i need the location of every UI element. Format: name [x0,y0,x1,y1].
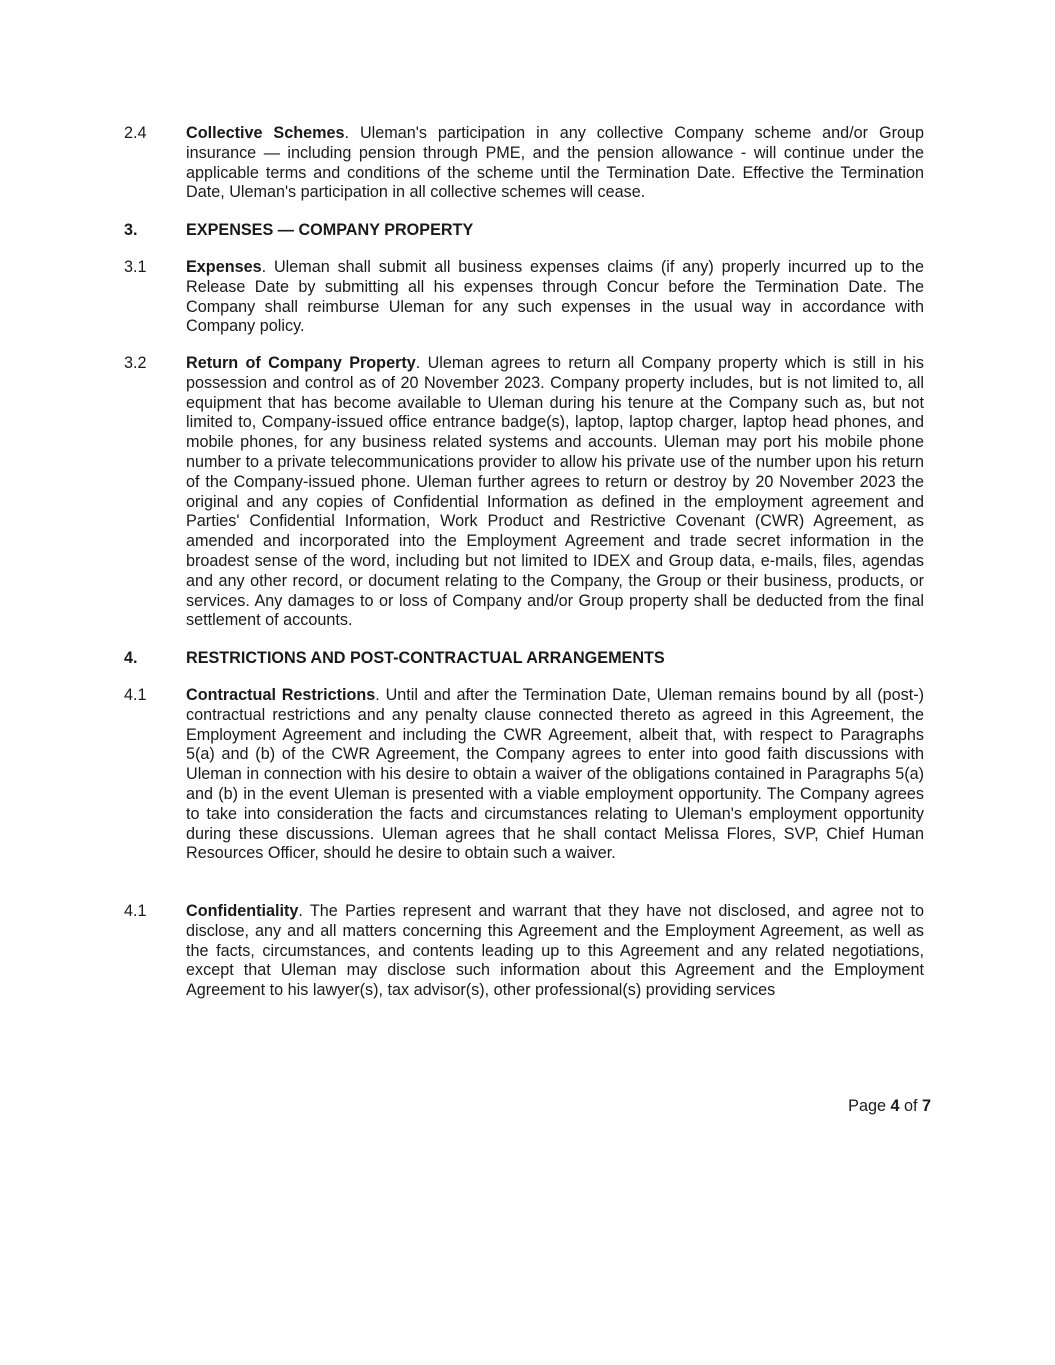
section-body [186,354,924,631]
section-body [186,902,924,1001]
page-number [848,1097,931,1117]
section-3-2 [124,354,924,631]
heading-title: EXPENSES — COMPANY PROPERTY [186,221,474,239]
section-number: 4.1 [124,902,147,920]
section-title: Collective Schemes [186,124,345,142]
section-body [186,124,924,203]
page-total: 7 [921,1097,931,1115]
section-title: Expenses [186,258,262,276]
section-text: . Until and after the Termination Date, Uleman remains bound by all (post-) contractual restrictions and any penalty clause connected thereto as agreed in this Agreement, the Employment Agreement and including the CWR Agreement, albeit that, with respect to Paragraphs 5(a) and (b) of the CWR Agreement, the Company agrees to enter into good faith discussions with Uleman in connection with his desire to obtain a waiver of the obligations contained in Paragraphs 5(a) and (b) in the event Uleman is presented with a viable employment opportunity. The Company agrees to take into consideration the facts and circumstances relating to Uleman's employment opportunity during these discussions. Uleman agrees that he shall contact Melissa Flores, SVP, Chief Human Resources Officer, should he desire to obtain such a waiver. [186,686,924,863]
section-number: 3.2 [124,354,147,372]
section-4-1-restrictions [124,686,924,864]
section-title: Confidentiality [186,902,299,920]
page-middle: of [899,1097,922,1115]
section-number: 3.1 [124,258,147,276]
section-title: Return of Company Property [186,354,416,372]
section-text: . Uleman shall submit all business expenses claims (if any) properly incurred up to the Release Date by submitting all his expenses through Concur before the Termination Date. The Company shall reimburse Uleman for any such expenses in the usual way in accordance with Company policy. [186,258,924,336]
page-prefix: Page [848,1097,891,1115]
heading-number: 3. [124,221,138,239]
section-2-4 [124,124,924,203]
section-text: . Uleman agrees to return all Company property which is still in his possession and control as of 20 November 2023. Company property includes, but is not limited to, all equipment that has become available to Uleman during his tenure at the Company such as, but not limited to, Company-issued office entrance badge(s), laptop, laptop charger, laptop head phones, and mobile phones, for any business related systems and accounts. Uleman may port his mobile phone number to a private telecommunications provider to allow his private use of the number upon his return of the Company-issued phone. Uleman further agrees to return or destroy by 20 November 2023 the original and any copies of Confidential Information as defined in the employment agreement and Parties' Confidential Information, Work Product and Restrictive Covenant (CWR) Agreement, as amended and incorporated into the Employment Agreement and trade secret information in the broadest sense of the word, including but not limited to IDEX and Group data, e-mails, files, agendas and any other record, or document relating to the Company, the Group or their business, products, or services. Any damages to or loss of Company and/or Group property shall be deducted from the final settlement of accounts. [186,354,924,630]
section-3-1 [124,258,924,337]
section-body [186,258,924,337]
section-text: . Uleman's participation in any collective Company scheme and/or Group insurance — including pension through PME, and the pension allowance - will continue under the applicable terms and conditions of the scheme until the Termination Date. Effective the Termination Date, Uleman's participation in all collective schemes will cease. [186,124,925,202]
section-title: Contractual Restrictions [186,686,376,704]
heading-number: 4. [124,649,138,667]
heading-title: RESTRICTIONS AND POST-CONTRACTUAL ARRANGEMENTS [186,649,665,667]
heading-4 [124,649,924,669]
page-current: 4 [890,1097,900,1115]
section-number: 2.4 [124,124,147,142]
section-number: 4.1 [124,686,147,704]
section-text: . The Parties represent and warrant that they have not disclosed, and agree not to disclose, any and all matters concerning this Agreement and the Employment Agreement, as well as the facts, circumstances, and contents leading up to this Agreement and any related negotiations, except that Uleman may disclose such information about this Agreement and the Employment Agreement to his lawyer(s), tax advisor(s), other professional(s) providing services [186,902,924,1000]
section-body [186,686,924,864]
section-4-1-confidentiality [124,902,924,1001]
heading-3 [124,221,924,241]
